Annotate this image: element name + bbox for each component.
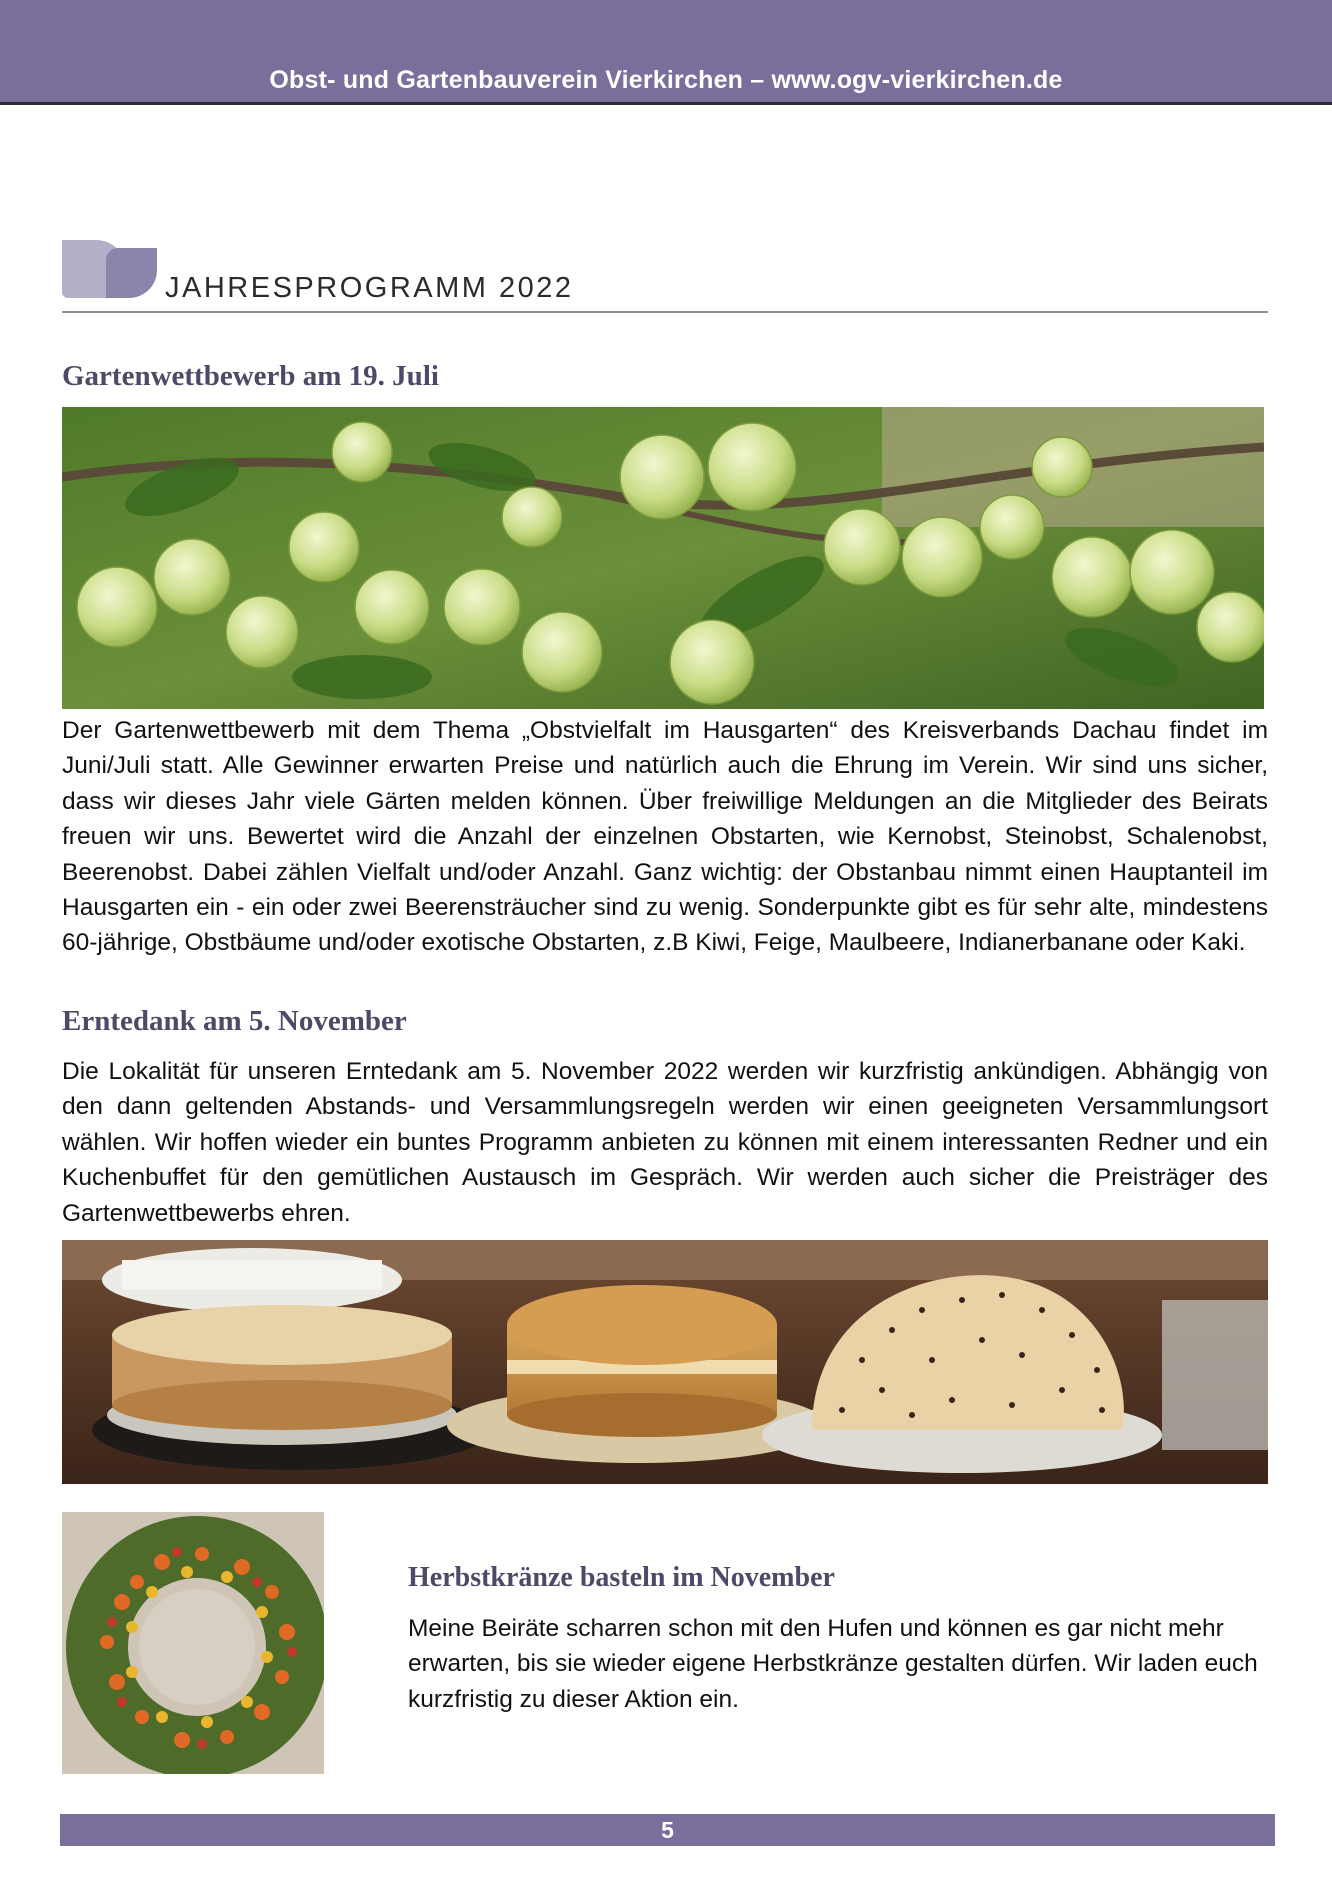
header-banner	[0, 0, 1332, 105]
section-logo-icon	[62, 240, 157, 298]
header-text: Obst- und Gartenbauverein Vierkirchen – www.ogv-vierkirchen.de	[269, 66, 1063, 94]
heading-erntedank: Erntedank am 5. November	[62, 1005, 407, 1037]
paragraph-herbstkraenze: Meine Beiräte scharren schon mit den Hufen und können es gar nicht mehr erwarten, bis sie wieder eigene Herbstkränze gestalten dürfen. Wir laden euch kurzfristig zu dieser Aktion ein.	[408, 1615, 1258, 1713]
page-number: 5	[661, 1817, 674, 1843]
cakes-photo	[62, 1240, 1268, 1484]
heading-herbstkraenze: Herbstkränze basteln im November	[408, 1562, 835, 1593]
section-divider	[62, 311, 1268, 313]
section-title: JAHRESPROGRAMM 2022	[165, 272, 574, 304]
paragraph-gartenwettbewerb: Der Gartenwettbewerb mit dem Thema „Obstvielfalt im Hausgarten“ des Kreisverbands Dachau findet im Juni/Juli statt. Alle Gewinner erwarten Preise und natürlich auch die Ehrung im Verein. Wir sind uns sicher, dass wir dieses Jahr viele Gärten melden können. Über freiwillige Meldungen an die Mitglieder des Beirats freuen wir uns. Bewertet wird die Anzahl der einzelnen Obstarten, wie Kernobst, Steinobst, Schalenobst, Beerenobst. Dabei zählen Vielfalt und/oder Anzahl. Ganz wichtig: der Obstanbau nimmt einen Hauptanteil im Hausgarten ein - ein oder zwei Beerensträucher sind zu wenig. Sonderpunkte gibt es für sehr alte, mindestens 60-jährige, Obstbäume und/oder exotische Obstarten, z.B Kiwi, Feige, Maulbeere, Indianerbanane oder Kaki.	[62, 717, 1268, 957]
heading-gartenwettbewerb: Gartenwettbewerb am 19. Juli	[62, 360, 439, 392]
paragraph-erntedank: Die Lokalität für unseren Erntedank am 5. November 2022 werden wir kurzfristig ankündigen. Abhängig von den dann geltenden Abstands- und Versammlungsregeln werden wir einen geeigneten Versammlungsort wählen. Wir hoffen wieder ein buntes Programm anbieten zu können mit einem interessanten Redner und ein Kuchenbuffet für den gemütlichen Austausch im Gespräch. Wir werden auch sicher die Preisträger des Gartenwettbewerbs ehren.	[62, 1058, 1268, 1227]
footer-bar	[60, 1814, 1275, 1846]
gooseberry-photo	[62, 407, 1264, 709]
wreath-photo	[62, 1512, 324, 1774]
